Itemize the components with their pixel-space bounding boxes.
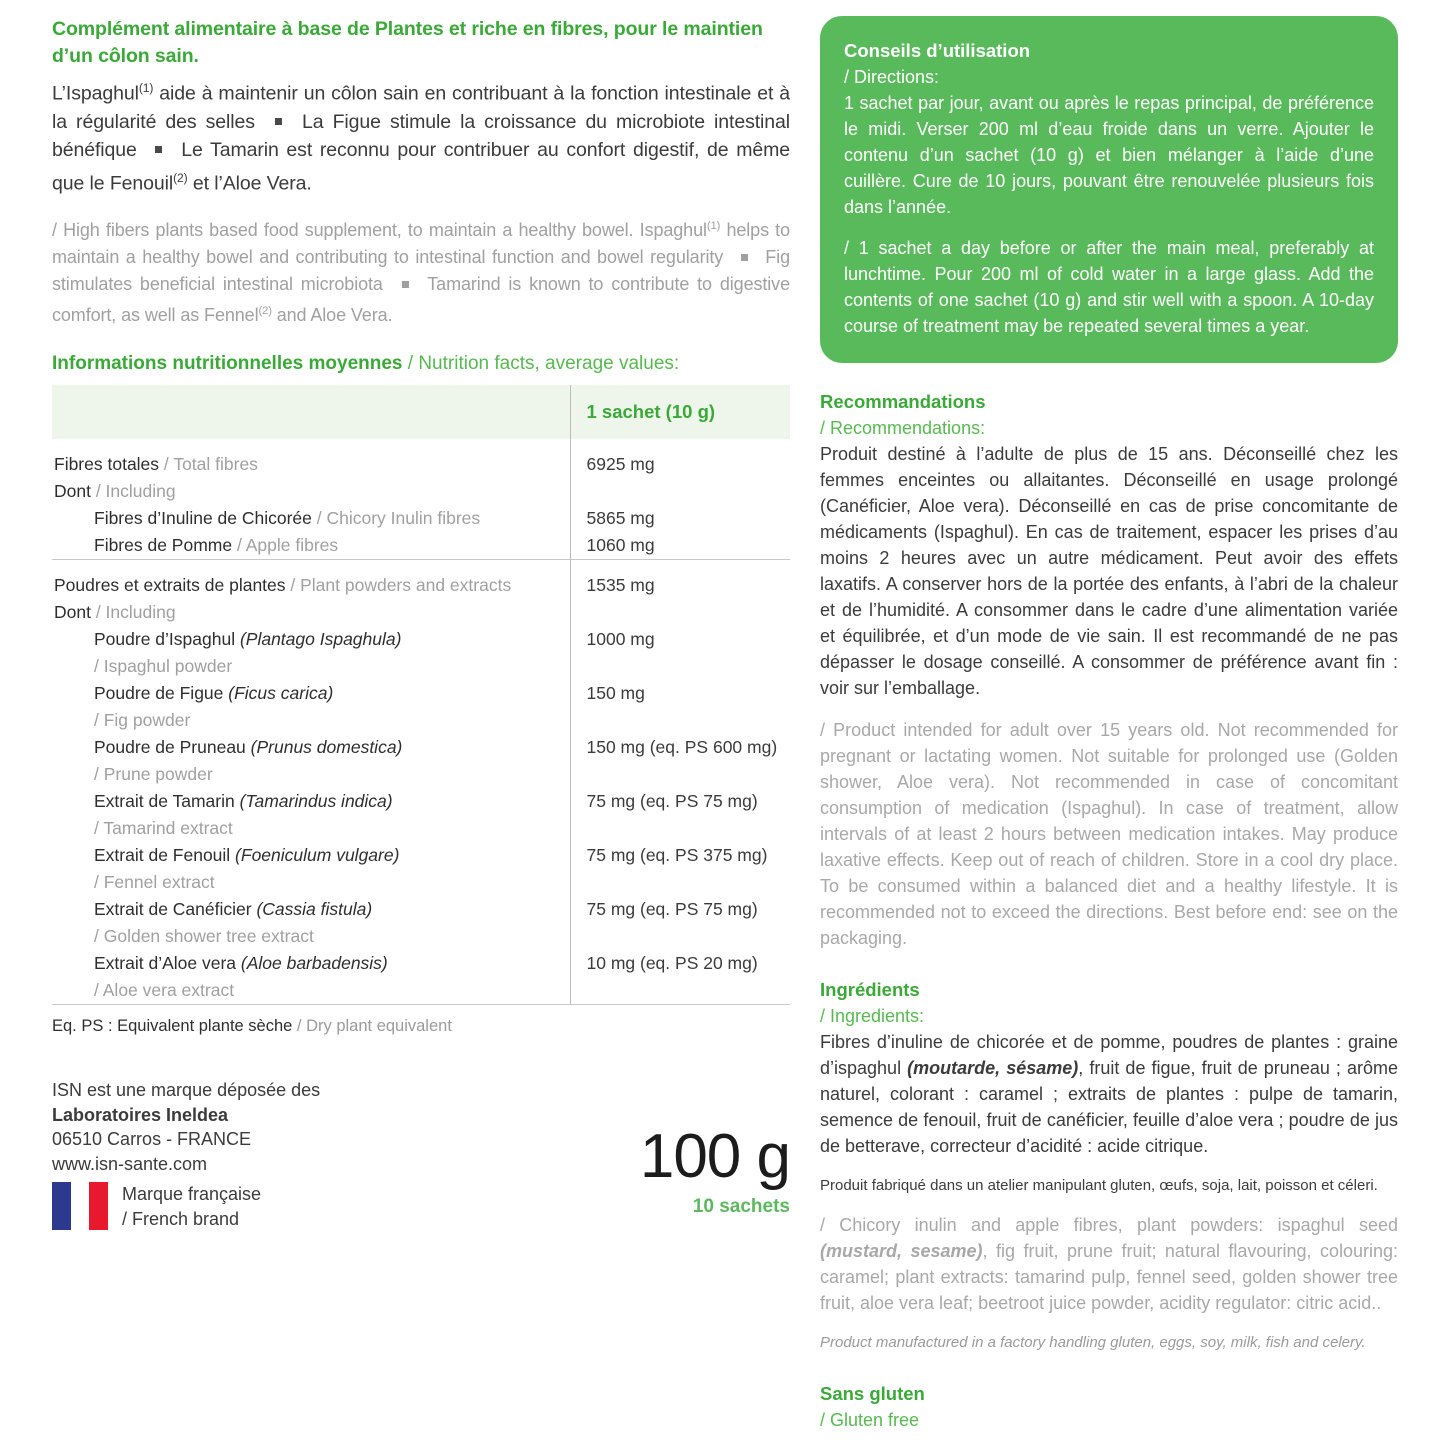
nutrient-label [52, 680, 570, 734]
directions-title-fr: Conseils d’utilisation [844, 40, 1031, 61]
flag-stripe-red [89, 1182, 108, 1230]
brand-website[interactable]: www.isn-sante.com [52, 1153, 208, 1174]
footnote-en: / Dry plant equivalent [292, 1017, 452, 1035]
table-header-row [52, 385, 790, 439]
nutrient-label [52, 734, 570, 788]
directions-title-en: / Directions: [844, 67, 940, 87]
nutrient-name-fr: Extrait de Tamarin [94, 791, 240, 811]
nutrient-value: 1060 mg [570, 532, 790, 560]
factory-warning-fr: Produit fabriqué dans un atelier manipulant gluten, œufs, soja, lait, poisson et céleri. [820, 1177, 1378, 1194]
left-column [52, 16, 790, 1248]
recommendations-section [820, 389, 1398, 951]
nutrient-name-en: / Ispaghul powder [94, 656, 233, 676]
nutrient-name-en: / Tamarind extract [94, 818, 233, 838]
nutrient-name-fr: Poudres et extraits de plantes [54, 575, 286, 595]
nutrient-name-en: / Fennel extract [94, 872, 215, 892]
french-flag-icon [52, 1182, 108, 1230]
nutrient-label [52, 896, 570, 950]
bullet-square-icon [155, 146, 162, 153]
claim-fr-part4: Le Tamarin est reconnu pour contribuer au confort digestif, de même que le Fenouil [52, 138, 790, 194]
table-row [52, 626, 790, 680]
nutrient-latin-name: (Prunus domestica) [250, 737, 403, 757]
ingredients-fr-part2: , fruit de figue, fruit de pruneau ; arôme naturel, colorant : caramel ; extraits de plantes : pulpe de tamarin, semence de fenouil, fruit de canéficier, feuille d’aloe vera ; poudre de jus de betterave, correcteur d’acidité : acide citrique. [820, 1058, 1399, 1156]
flag-stripe-blue [52, 1182, 71, 1230]
ingredients-body-en [820, 1212, 1398, 1316]
ingredients-section [820, 977, 1398, 1353]
nutrient-latin-name: (Plantago Ispaghula) [239, 629, 402, 649]
recommendations-heading [820, 389, 1398, 441]
french-brand-label [122, 1182, 261, 1231]
nutrient-name-en: / Including [90, 481, 176, 501]
nutrient-latin-name: (Aloe barbadensis) [240, 953, 388, 973]
nutrient-label [52, 626, 570, 680]
nutrition-heading-fr: Informations nutritionnelles moyennes [52, 353, 403, 374]
nutrient-value [570, 599, 790, 626]
brand-city: 06510 Carros - FRANCE [52, 1129, 252, 1149]
bullet-square-icon [402, 281, 409, 288]
nutrient-value: 75 mg (eq. PS 75 mg) [570, 896, 790, 950]
french-brand-en: / French brand [122, 1208, 240, 1229]
factory-warning-en: Product manufactured in a factory handling gluten, eggs, soy, milk, fish and celery. [820, 1334, 1366, 1351]
nutrient-name-fr: Poudre de Pruneau [94, 737, 251, 757]
claim-en-part3: Fig stimulates beneficial intestinal microbiota [52, 247, 790, 294]
ingredients-title-fr: Ingrédients [820, 979, 920, 1000]
net-weight-amount: 100 g [639, 1122, 790, 1191]
ingredients-en-part2: , fig fruit, prune fruit; natural flavouring, colouring: caramel; plant extracts: tamarind pulp, fennel seed, golden shower tree fruit, aloe vera leaf; beetroot juice powder, acidity regulator: citric acid.. [820, 1241, 1398, 1313]
nutrient-value: 6925 mg [570, 439, 790, 478]
table-row [52, 842, 790, 896]
claim-fr-part5: et l’Aloe Vera. [187, 172, 312, 194]
nutrient-value: 5865 mg [570, 505, 790, 532]
nutrient-name-en: / Apple fibres [232, 535, 339, 555]
column-header-serving: 1 sachet (10 g) [570, 385, 790, 439]
recommendations-body-en: / Product intended for adult over 15 years old. Not recommended for pregnant or lactating women. Not suitable for prolonged use (Golden shower, Aloe vera). Not recommended in case of concomitant consumption of medication (Ispaghul). In case of treatment, allow intervals of at least 2 hours between medication intakes. May produce laxative effects. Keep out of reach of children. Store in a cool dry place. To be consumed within a balanced diet and a healthy lifestyle. It is recommended not to exceed the directions. Best before end: see on the packaging. [820, 720, 1398, 948]
brand-company-name: Laboratoires Ineldea [52, 1104, 229, 1125]
nutrient-label [52, 532, 570, 560]
table-row [52, 439, 790, 478]
nutrient-name-en: / Prune powder [94, 764, 213, 784]
nutrient-label [52, 478, 570, 505]
ingredients-heading [820, 977, 1398, 1029]
nutrient-value: 150 mg (eq. PS 600 mg) [570, 734, 790, 788]
nutrient-label [52, 560, 570, 599]
nutrient-name-fr: Poudre d’Ispaghul [94, 629, 240, 649]
brand-line-1: ISN est une marque déposée des [52, 1080, 321, 1100]
table-row [52, 599, 790, 626]
sachet-count: 10 sachets [692, 1196, 790, 1217]
directions-body-fr: 1 sachet par jour, avant ou après le repas principal, de préférence le midi. Verser 200 ml d’eau froide dans un verre. Ajouter le contenu d’un sachet (10 g) et bien mélanger à l’aide d’une cuillère. Cure de 10 jours, pouvant être renouvelée plusieurs fois dans l’année. [844, 93, 1374, 217]
nutrient-value: 75 mg (eq. PS 375 mg) [570, 842, 790, 896]
nutrient-label [52, 950, 570, 1005]
ingredients-fr-part1: Fibres d’inuline de chicorée et de pomme, poudres de plantes : graine d’ispaghul [820, 1032, 1398, 1078]
nutrient-name-en: / Total fibres [159, 454, 258, 474]
flag-stripe-white [71, 1182, 90, 1230]
nutrition-facts-table [52, 385, 790, 1005]
nutrient-label [52, 788, 570, 842]
footnote-marker-2-en: (2) [258, 305, 272, 317]
recommendations-title-en: / Recommendations: [820, 418, 986, 438]
net-weight-block [639, 1122, 790, 1220]
nutrient-name-fr: Extrait d’Aloe vera [94, 953, 241, 973]
claim-fr-part1: L’Ispaghul [52, 82, 139, 105]
french-brand-fr: Marque française [122, 1184, 262, 1204]
nutrient-value: 150 mg [570, 680, 790, 734]
table-body [52, 439, 790, 1005]
nutrient-name-fr: Dont [54, 602, 91, 622]
table-row [52, 532, 790, 560]
nutrient-name-en: / Chicory Inulin fibres [311, 508, 481, 528]
table-row [52, 788, 790, 842]
ingredients-en-allergens: (mustard, sesame) [820, 1241, 983, 1261]
claim-en-part4: Tamarind is known to contribute to digestive comfort, as well as Fennel [52, 274, 790, 325]
table-footnote [52, 1014, 790, 1038]
nutrient-name-fr: Extrait de Canéficier [94, 899, 257, 919]
claim-en-part2: helps to maintain a healthy bowel and contributing to intestinal function and bowel regularity [52, 220, 790, 267]
bullet-square-icon [275, 118, 282, 125]
table-row [52, 680, 790, 734]
footnote-marker-1-en: (1) [706, 220, 721, 232]
nutrient-name-fr: Fibres d’Inuline de Chicorée [94, 508, 312, 528]
nutrient-name-en: / Aloe vera extract [94, 980, 235, 1000]
directions-box [820, 16, 1398, 363]
nutrient-latin-name: (Cassia fistula) [256, 899, 373, 919]
column-header-nutrient [52, 385, 570, 439]
nutrient-latin-name: (Ficus carica) [228, 683, 334, 703]
nutrient-name-en: / Golden shower tree extract [94, 926, 314, 946]
nutrient-label [52, 505, 570, 532]
nutrient-name-fr: Fibres de Pomme [94, 535, 233, 555]
claim-fr-part3: La Figue stimule la croissance du microbiote intestinal bénéfique [52, 110, 790, 161]
nutrition-facts-heading [52, 351, 790, 377]
nutrient-name-fr: Fibres totales [54, 454, 160, 474]
nutrient-value: 1535 mg [570, 560, 790, 599]
gluten-free-en: / Gluten free [820, 1410, 920, 1430]
footnote-marker-1: (1) [138, 81, 154, 95]
footnote-fr: Eq. PS : Equivalent plante sèche [52, 1017, 293, 1035]
right-column [820, 16, 1398, 1433]
ingredients-body-fr [820, 1029, 1398, 1159]
nutrient-label [52, 439, 570, 478]
table-row [52, 896, 790, 950]
claim-en-part1: / High fibers plants based food supplement, to maintain a healthy bowel. Ispaghul [52, 220, 707, 240]
nutrient-label [52, 599, 570, 626]
table-row [52, 505, 790, 532]
table-row [52, 560, 790, 599]
nutrient-latin-name: (Foeniculum vulgare) [235, 845, 400, 865]
nutrient-value [570, 478, 790, 505]
ingredients-fr-allergens: (moutarde, sésame) [907, 1058, 1079, 1078]
nutrient-name-en: / Plant powders and extracts [285, 575, 512, 595]
nutrient-name-fr: Extrait de Fenouil [94, 845, 236, 865]
footnote-marker-2: (2) [173, 170, 188, 185]
brand-footer [52, 1078, 790, 1248]
gluten-free-fr: Sans gluten [820, 1383, 925, 1404]
directions-body-en: / 1 sachet a day before or after the main meal, preferably at lunchtime. Pour 200 ml of cold water in a large glass. Add the contents of one sachet (10 g) and stir well with a spoon. A 10-day course of treatment may be repeated several times a year. [844, 238, 1374, 336]
claim-paragraph-en [52, 213, 790, 329]
nutrient-value: 10 mg (eq. PS 20 mg) [570, 950, 790, 1005]
nutrient-name-fr: Dont [54, 481, 91, 501]
table-row [52, 950, 790, 1005]
claim-en-part5: and Aloe Vera. [271, 305, 393, 325]
nutrient-value: 75 mg (eq. PS 75 mg) [570, 788, 790, 842]
bullet-square-icon [741, 254, 748, 261]
recommendations-title-fr: Recommandations [820, 391, 986, 412]
ingredients-title-en: / Ingredients: [820, 1006, 925, 1026]
table-head [52, 385, 790, 439]
product-claim-title: Complément alimentaire à base de Plantes et riche en fibres, pour le maintien d’un côlon sain. [52, 18, 763, 67]
nutrient-name-fr: Poudre de Figue [94, 683, 229, 703]
nutrition-heading-en: / Nutrition facts, average values: [402, 353, 680, 374]
recommendations-body-fr: Produit destiné à l’adulte de plus de 15 ans. Déconseillé chez les femmes enceintes ou allaitantes. Déconseillé en usage prolongé (Canéficier, Aloe vera). Déconseillé en cas de prise concomitante de médicaments (Ispaghul). En cas de traitement, espacer les prises d’au moins 2 heures avec un autre médicament. Peut avoir des effets laxatifs. A conserver hors de la portée des enfants, à l’abri de la chaleur et de l’humidité. A consommer dans le cadre d’une alimentation variée et équilibrée, et d’un mode de vie sain. Il est recommandé de ne pas dépasser le dosage conseillé. A consommer de préférence avant fin : voir sur l’emballage. [820, 444, 1398, 698]
nutrient-value: 1000 mg [570, 626, 790, 680]
claim-fr-part2: aide à maintenir un côlon sain en contribuant à la fonction intestinale et à la régularité des selles [52, 82, 790, 133]
table-bottom-rule [52, 1005, 790, 1006]
table-row [52, 734, 790, 788]
nutrient-latin-name: (Tamarindus indica) [239, 791, 393, 811]
ingredients-en-part1: / Chicory inulin and apple fibres, plant powders: ispaghul seed [820, 1215, 1398, 1235]
claim-paragraph-fr [52, 74, 790, 197]
table-row [52, 478, 790, 505]
nutrient-label [52, 842, 570, 896]
nutrient-name-en: / Fig powder [94, 710, 191, 730]
gluten-free-block [820, 1381, 1398, 1433]
nutrient-name-en: / Including [90, 602, 176, 622]
